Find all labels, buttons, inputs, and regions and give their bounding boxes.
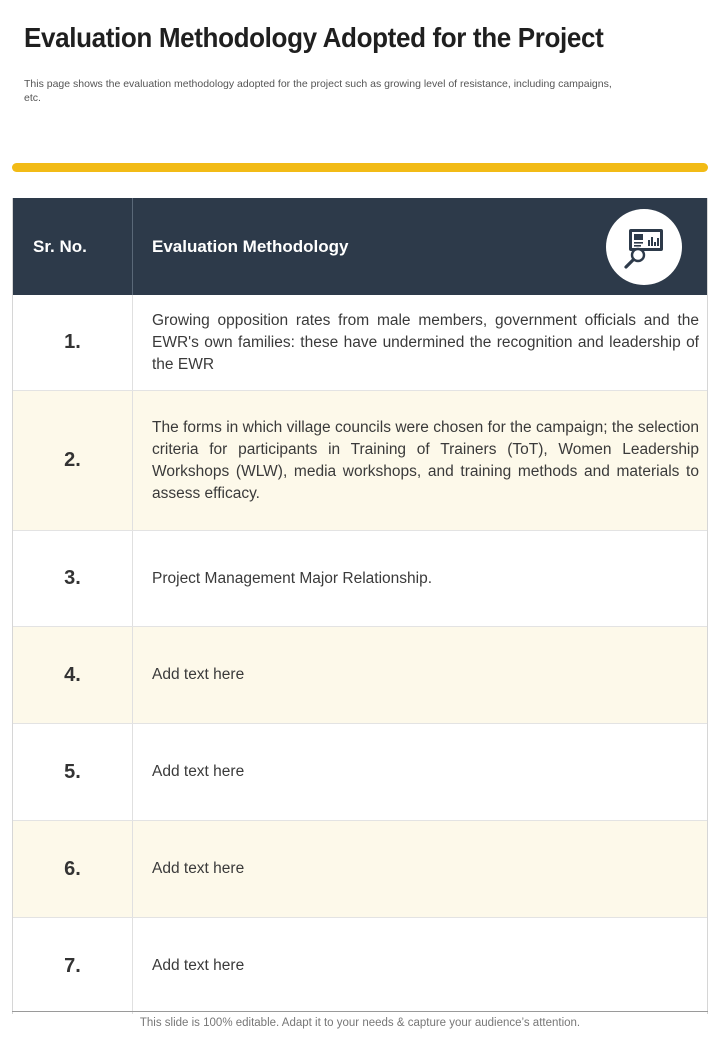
row-text: The forms in which village councils were chosen for the campaign; the selection criteria for participants in Training of Trainers (ToT), Women Leadership Workshops (WLW), media workshops, and training methods and materials to assess efficacy. xyxy=(152,418,699,502)
row-text-cell xyxy=(133,295,707,390)
row-number: 5. xyxy=(13,724,133,820)
row-text-cell xyxy=(133,627,707,723)
table-row xyxy=(13,391,707,531)
row-text: Add text here xyxy=(152,763,245,780)
row-text: Project Management Major Relationship. xyxy=(152,569,432,587)
row-text-cell xyxy=(133,724,707,820)
row-text-cell xyxy=(133,918,707,1014)
row-text: Growing opposition rates from male members, government officials and the EWR's own families: these have undermined the recognition and leadership of the EWR xyxy=(152,311,699,373)
footer-note: This slide is 100% editable. Adapt it to your needs & capture your audience’s attention. xyxy=(139,1017,581,1029)
table-row xyxy=(13,724,707,821)
column-header-methodology-label: Evaluation Methodology xyxy=(152,236,349,256)
row-text: Add text here xyxy=(152,666,245,683)
row-number: 7. xyxy=(13,918,133,1014)
table-row xyxy=(13,531,707,627)
table-header xyxy=(13,198,707,295)
row-text-cell xyxy=(133,531,707,626)
row-text-cell xyxy=(133,391,707,530)
row-number: 6. xyxy=(13,821,133,917)
table-row xyxy=(13,821,707,918)
footer-divider xyxy=(12,1011,708,1012)
row-number: 3. xyxy=(13,531,133,626)
table-row xyxy=(13,627,707,724)
column-header-sr-no: Sr. No. xyxy=(13,198,133,295)
table-row xyxy=(13,295,707,391)
row-number: 4. xyxy=(13,627,133,723)
row-text: Add text here xyxy=(152,957,245,974)
accent-divider xyxy=(12,163,708,172)
page-subtitle: This page shows the evaluation methodology adopted for the project such as growing level of resistance, including campaigns, etc. xyxy=(24,78,612,104)
column-header-methodology xyxy=(133,198,707,295)
presentation-analysis-icon xyxy=(606,209,682,285)
table-row xyxy=(13,918,707,1014)
row-text: Add text here xyxy=(152,860,245,877)
row-number: 1. xyxy=(13,295,133,390)
methodology-table xyxy=(12,198,708,1014)
row-text-cell xyxy=(133,821,707,917)
row-number: 2. xyxy=(13,391,133,530)
page-title: Evaluation Methodology Adopted for the Project xyxy=(24,22,604,53)
